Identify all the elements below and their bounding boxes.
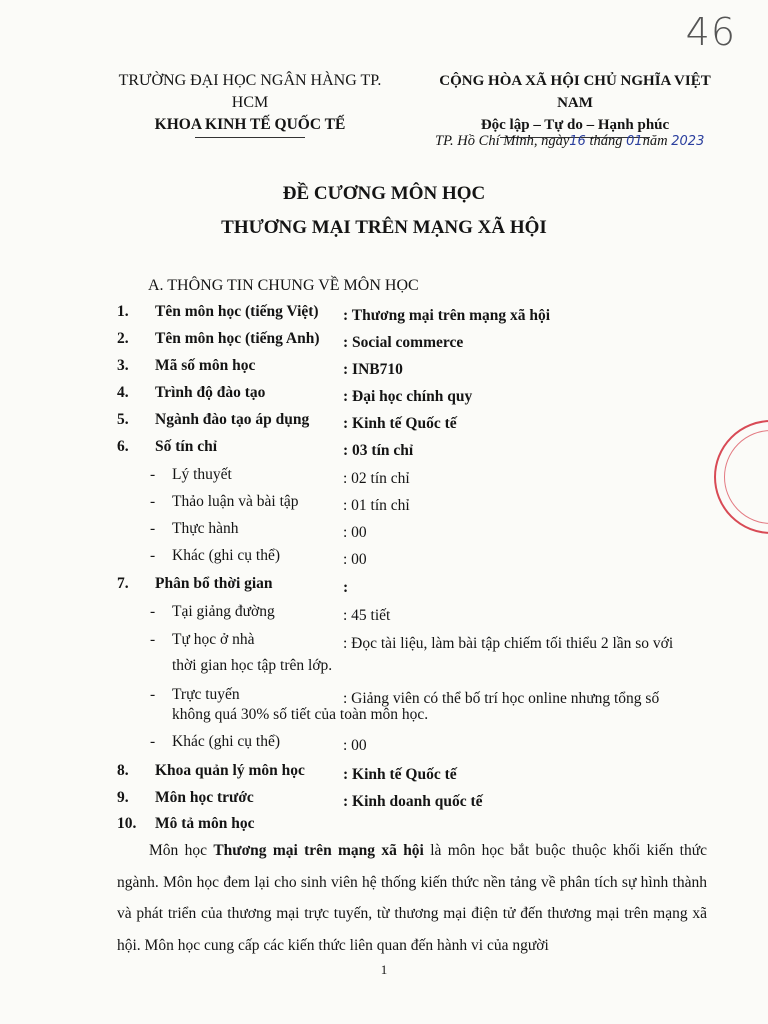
- subrow-value: : Giảng viên có thể bố trí học online nhưng tổng số: [343, 690, 660, 707]
- row-value: : 03 tín chỉ: [343, 442, 414, 459]
- info-subrow: [0, 631, 768, 657]
- subrow-label: Tại giảng đường: [172, 603, 275, 620]
- subrow-label: Thảo luận và bài tập: [172, 493, 299, 510]
- info-subrow: [0, 547, 768, 573]
- subrow-label: Thực hành: [172, 520, 239, 537]
- row-value: : Kinh tế Quốc tế: [343, 415, 457, 432]
- date-month-label: tháng: [589, 133, 623, 149]
- info-subrow: [0, 493, 768, 519]
- subrow-value: : 00: [343, 737, 367, 754]
- document-title: ĐỀ CƯƠNG MÔN HỌC: [282, 183, 486, 204]
- subrow-value: : 02 tín chỉ: [343, 470, 410, 487]
- row-number: 1.: [117, 303, 129, 320]
- row-label: Mô tả môn học: [155, 815, 255, 832]
- row-label: Ngành đào tạo áp dụng: [155, 411, 310, 428]
- subrow-label: Lý thuyết: [172, 466, 232, 483]
- subrow-label: Trực tuyến: [172, 686, 240, 703]
- row-number: 8.: [117, 762, 129, 779]
- national-motto: Độc lập – Tự do – Hạnh phúc: [480, 117, 670, 133]
- row-label: Trình độ đào tạo: [155, 384, 266, 401]
- page-number: 1: [380, 962, 388, 977]
- row-number: 4.: [117, 384, 129, 401]
- row-number: 5.: [117, 411, 129, 428]
- info-row: [0, 330, 768, 356]
- row-value: : Kinh doanh quốc tế: [343, 793, 483, 810]
- subrow-value: : 45 tiết: [343, 607, 391, 624]
- subrow-continuation: thời gian học tập trên lớp.: [172, 657, 333, 674]
- section-heading: A. THÔNG TIN CHUNG VỀ MÔN HỌC: [148, 277, 419, 294]
- subrow-dash: -: [150, 493, 156, 510]
- subrow-value: : Đọc tài liệu, làm bài tập chiếm tối thiểu 2 lần so với: [343, 635, 674, 652]
- university-name: TRƯỜNG ĐẠI HỌC NGÂN HÀNG TP. HCM: [118, 72, 382, 111]
- row-number: 2.: [117, 330, 129, 347]
- date-line: [435, 133, 704, 150]
- description-body: là môn học bắt buộc thuộc khối kiến thức ngành. Môn học đem lại cho sinh viên hệ thống kiến thức nền tảng về phân tích sự hình thành và phát triển của thương mại trực tuyến, từ thương mại điện tử đến thương mại trên mạng xã hội. Môn học cung cấp các kiến thức liên quan đến hành vi của người: [117, 842, 707, 954]
- date-month: 01: [626, 134, 643, 149]
- row-number: 10.: [117, 815, 137, 832]
- subrow-dash: -: [150, 547, 156, 564]
- info-subrow: [0, 603, 768, 629]
- date-prefix: TP. Hồ Chí Minh, ngày: [435, 133, 570, 149]
- description-course-name: Thương mại trên mạng xã hội: [213, 842, 424, 859]
- subrow-dash: -: [150, 603, 156, 620]
- faculty-name: KHOA KINH TẾ QUỐC TẾ: [154, 116, 346, 133]
- institution-header: [100, 70, 400, 138]
- row-number: 9.: [117, 789, 129, 806]
- subrow-value: : 00: [343, 551, 367, 568]
- subrow-value: : 01 tín chỉ: [343, 497, 410, 514]
- info-row: [0, 575, 768, 601]
- description-lead: Môn học: [149, 842, 214, 859]
- national-title: CỘNG HÒA XÃ HỘI CHỦ NGHĨA VIỆT NAM: [439, 73, 711, 111]
- row-value: : Kinh tế Quốc tế: [343, 766, 457, 783]
- subrow-dash: -: [150, 520, 156, 537]
- row-value: :: [343, 579, 349, 596]
- course-title: THƯƠNG MẠI TRÊN MẠNG XÃ HỘI: [221, 217, 547, 238]
- date-day: 16: [569, 134, 586, 149]
- row-value: : Thương mại trên mạng xã hội: [343, 307, 551, 324]
- info-subrow: [0, 520, 768, 546]
- row-label: Phân bổ thời gian: [155, 575, 273, 592]
- row-value: : Social commerce: [343, 334, 464, 351]
- info-row: [0, 384, 768, 410]
- row-label: Mã số môn học: [155, 357, 256, 374]
- row-number: 6.: [117, 438, 129, 455]
- info-subrow-continuation: [0, 706, 768, 732]
- date-year-label: năm: [642, 133, 668, 149]
- handwritten-page-number: 46: [685, 10, 736, 54]
- subrow-dash: -: [150, 631, 156, 648]
- seal-inner-ring: [724, 430, 768, 524]
- subrow-label: Khác (ghi cụ thể): [172, 733, 281, 750]
- national-header: [420, 70, 730, 138]
- subrow-dash: -: [150, 466, 156, 483]
- course-description: [117, 835, 707, 961]
- info-row: [0, 411, 768, 437]
- row-label: Tên môn học (tiếng Anh): [155, 330, 320, 347]
- info-row: [0, 438, 768, 464]
- info-subrow: [0, 733, 768, 759]
- row-label: Môn học trước: [155, 789, 254, 806]
- subrow-label: Khác (ghi cụ thể): [172, 547, 281, 564]
- info-row: [0, 762, 768, 788]
- subrow-value: : 00: [343, 524, 367, 541]
- row-value: : INB710: [343, 361, 403, 378]
- row-number: 7.: [117, 575, 129, 592]
- info-subrow: [0, 466, 768, 492]
- header-underline: [195, 137, 305, 138]
- info-row: [0, 357, 768, 383]
- subrow-dash: -: [150, 733, 156, 750]
- info-row: [0, 303, 768, 329]
- row-label: Tên môn học (tiếng Việt): [155, 303, 319, 320]
- subrow-continuation: không quá 30% số tiết của toàn môn học.: [172, 706, 429, 723]
- info-subrow-continuation: [0, 657, 768, 683]
- info-row: [0, 789, 768, 815]
- row-value: : Đại học chính quy: [343, 388, 473, 405]
- row-number: 3.: [117, 357, 129, 374]
- row-label: Số tín chỉ: [155, 438, 218, 455]
- row-label: Khoa quản lý môn học: [155, 762, 305, 779]
- subrow-label: Tự học ở nhà: [172, 631, 255, 648]
- subrow-dash: -: [150, 686, 156, 703]
- date-year: 2023: [671, 134, 705, 149]
